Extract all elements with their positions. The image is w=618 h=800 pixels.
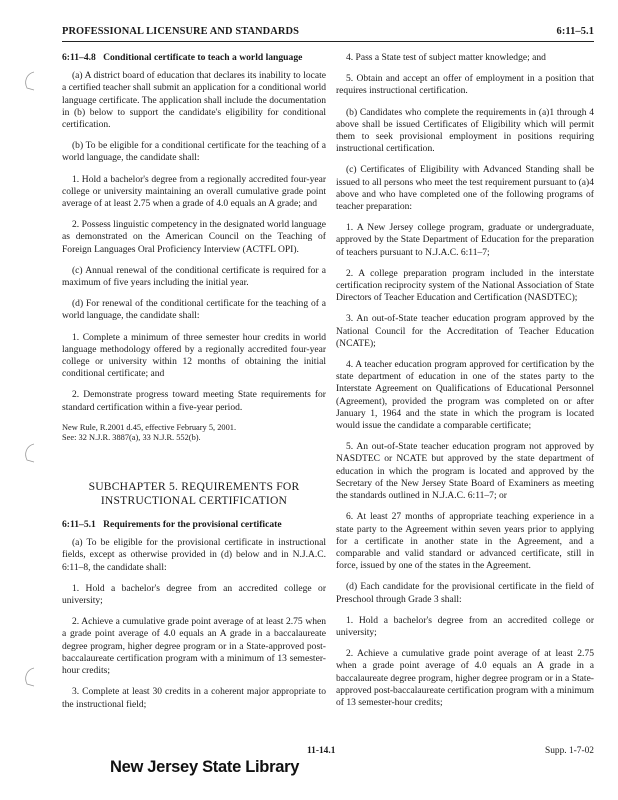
subchapter-heading: [62, 480, 326, 507]
list-item: 1. Hold a bachelor's degree from an accredited college or university;: [336, 614, 594, 638]
list-item: 5. An out-of-State teacher education program not approved by NASDTEC or NCATE but approved by the state department of education in which the program is located and approved by the Secretary of the New Jersey State Board of Examiners as meeting the standards outlined in N.J.A.C. 6:11–7; or: [336, 441, 594, 502]
paragraph: (b) To be eligible for a conditional certificate for the teaching of a world language, the candidate shall:: [62, 140, 326, 164]
list-item: 3. An out-of-State teacher education program approved by the National Council for the Accreditation of Teacher Education (NCATE);: [336, 313, 594, 349]
paragraph: (c) Annual renewal of the conditional certificate is required for a maximum of five years including the initial year.: [62, 264, 326, 289]
section-heading-5-1: [62, 519, 326, 531]
history-note: [62, 423, 326, 444]
list-item: 1. Complete a minimum of three semester hour credits in world language methodology offered by a regionally accredited four-year college or university within 12 months of obtaining the initial conditional certificate; and: [62, 331, 326, 380]
list-item: 2. Possess linguistic competency in the designated world language as demonstrated on the American Council on the Teaching of Foreign Languages Oral Proficiency Interview (ACTFL OPI).: [62, 219, 326, 255]
list-item: 1. A New Jersey college program, graduate or undergraduate, approved by the State Department of Education for the preparation of teachers pursuant to N.J.A.C. 6:11–7;: [336, 222, 594, 258]
paragraph: (b) Candidates who complete the requirements in (a)1 through 4 above shall be issued Certificates of Eligibility which will permit them to seek provisional employment in positions requiring instructional certification.: [336, 106, 594, 155]
list-item: 2. Achieve a cumulative grade point average of at least 2.75 when a grade point average of 4.0 equals an A grade in a baccalaureate degree program, higher degree program or in a State-approved post-baccalaureate certification program with a minimum of 13 semester-hour credits;: [336, 648, 594, 708]
paragraph: (a) A district board of education that declares its inability to locate a certified teacher shall submit an application for a conditional world language certificate. The application shall include the documentation in (b) below to support the candidate's eligibility for conditional certification.: [62, 70, 326, 131]
header-section-number: 6:11–5.1: [556, 26, 594, 37]
margin-hole-mark: [22, 70, 38, 92]
supplement-date: Supp. 1-7-02: [545, 746, 594, 756]
header-rule: [62, 41, 594, 42]
paragraph: (d) Each candidate for the provisional certificate in the field of Preschool through Grade 3 shall:: [336, 581, 594, 605]
paragraph: (a) To be eligible for the provisional certificate in instructional fields, except as otherwise provided in (d) below and in N.J.A.C. 6:11–8, the candidate shall:: [62, 537, 326, 573]
running-header: [62, 26, 594, 37]
section-number: 6:11–5.1: [62, 519, 96, 531]
section-heading-4-8: [62, 52, 326, 64]
section-title: Requirements for the provisional certificate: [103, 519, 282, 531]
list-item: 2. Demonstrate progress toward meeting State requirements for standard certification within a five-year period.: [62, 389, 326, 413]
paragraph: (d) For renewal of the conditional certificate for the teaching of a world language, the candidate shall:: [62, 298, 326, 322]
left-column: [62, 52, 326, 720]
list-item: 6. At least 27 months of appropriate teaching experience in a state party to the Agreement within seven years prior to applying for a certificate in another state in the Agreement, and a comparable and valid standard or advanced certificate, still in force, issued by one of the states in the Agreement.: [336, 511, 594, 572]
subchapter-title-line: SUBCHAPTER 5. REQUIREMENTS FOR: [88, 480, 300, 494]
list-item: 2. Achieve a cumulative grade point average of at least 2.75 when a grade point average of 4.0 equals an A grade in a baccalaureate degree program, higher degree program or in a State-approved post-baccalaureate certification program with a minimum of 13 semester-hour credits;: [62, 616, 326, 677]
list-item: 4. A teacher education program approved for certification by the state department of education in one of the states party to the Interstate Agreement on Qualifications of Educational Personnel (Agreement), provided the program was completed on or after January 1, 1964 and the state in which the program is located would issue the candidate a comparable certificate;: [336, 359, 594, 432]
list-item: 3. Complete at least 30 credits in a coherent major appropriate to the instructional field;: [62, 686, 326, 710]
library-stamp: New Jersey State Library: [110, 758, 300, 776]
section-number: 6:11–4.8: [62, 52, 96, 63]
history-line: New Rule, R.2001 d.45, effective February 5, 2001.: [62, 422, 237, 432]
list-item: 1. Hold a bachelor's degree from an accredited college or university;: [62, 582, 326, 607]
margin-hole-mark: [22, 442, 38, 464]
list-item: 1. Hold a bachelor's degree from a regionally accredited four-year college or university maintaining an overall cumulative grade point average of at least 2.75 when a grade of 4.0 equals an A grade; and: [62, 173, 326, 210]
margin-hole-mark: [22, 666, 38, 688]
section-title: Conditional certificate to teach a world language: [103, 52, 303, 63]
subchapter-title-line: INSTRUCTIONAL CERTIFICATION: [100, 493, 288, 507]
list-item: 4. Pass a State test of subject matter knowledge; and: [346, 52, 546, 63]
right-column: [336, 52, 594, 718]
list-item: 2. A college preparation program included in the interstate certification reciprocity system of the National Association of State Directors of Teacher Education and Certification (NASDTEC);: [336, 267, 594, 304]
header-title: PROFESSIONAL LICENSURE AND STANDARDS: [62, 26, 299, 37]
list-item: 5. Obtain and accept an offer of employment in a position that requires instructional certification.: [336, 73, 594, 97]
paragraph: (c) Certificates of Eligibility with Advanced Standing shall be issued to all persons who meet the test requirement pursuant to (a)4 above and who have completed one of the following programs of teacher preparation:: [336, 164, 594, 213]
history-line: See: 32 N.J.R. 3887(a), 33 N.J.R. 552(b).: [62, 433, 201, 443]
page-number: 11-14.1: [307, 746, 336, 756]
